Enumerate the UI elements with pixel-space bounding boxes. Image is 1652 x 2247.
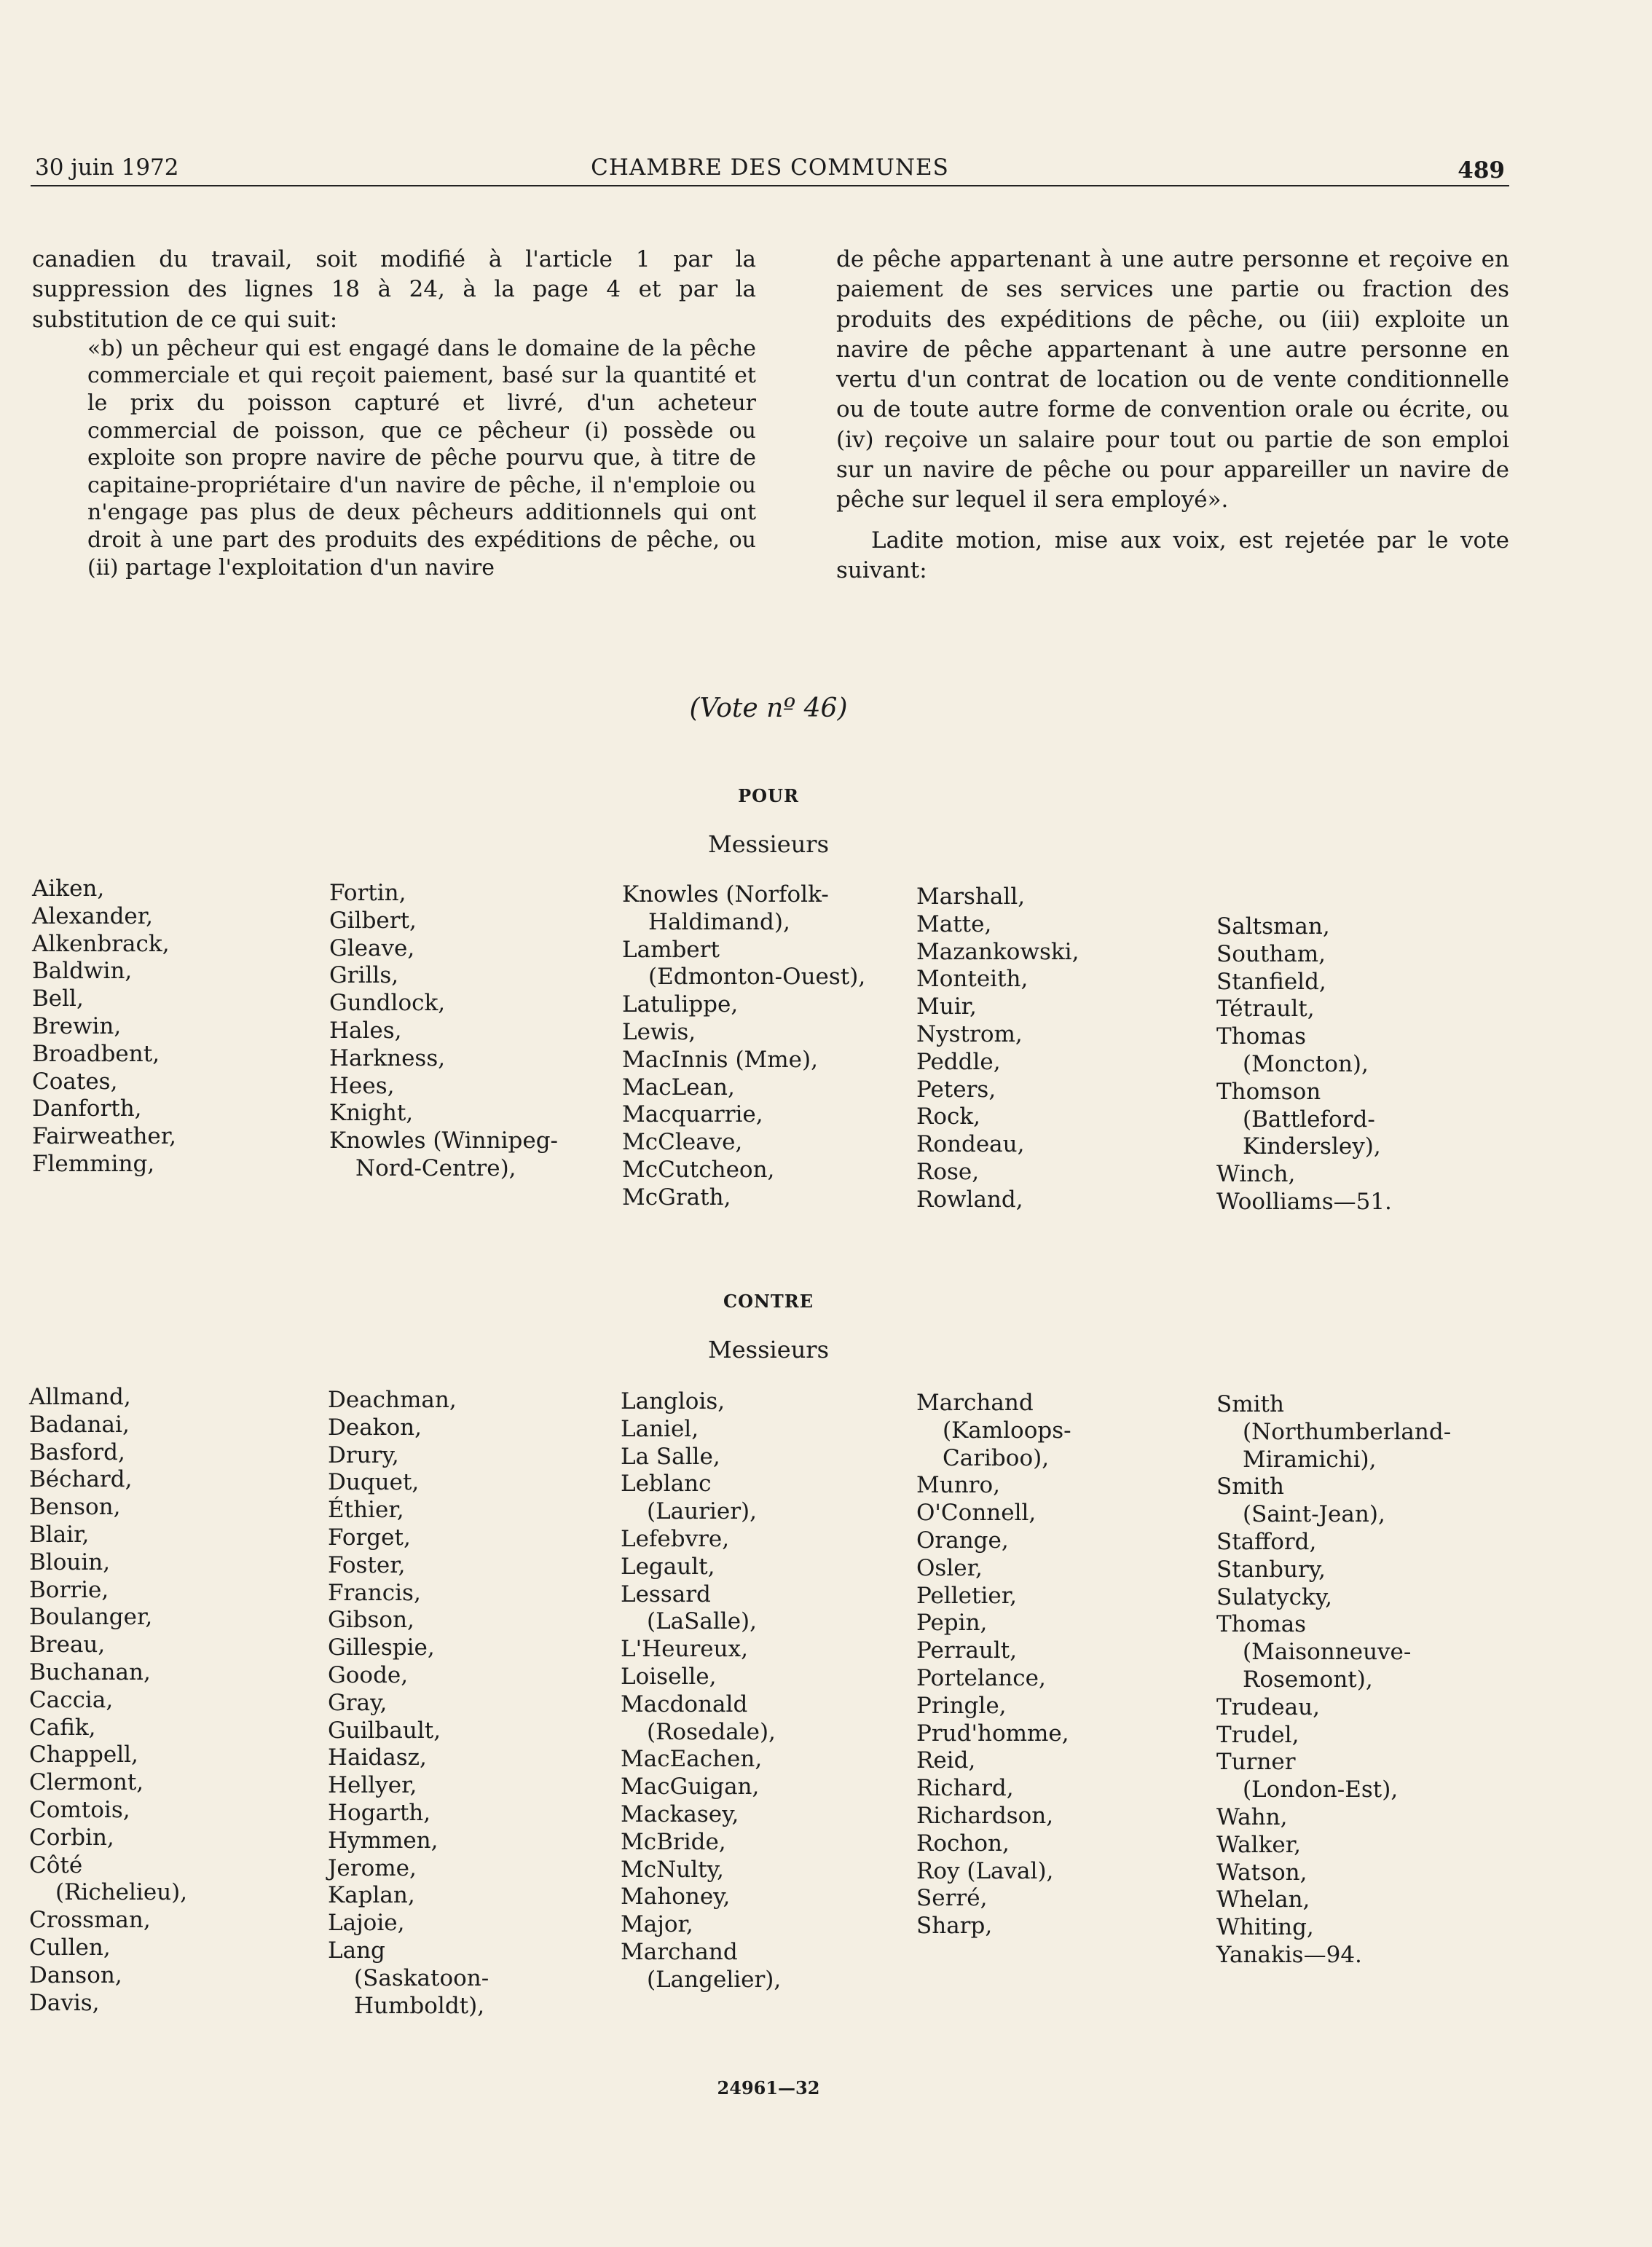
contre-member-name: Osler, <box>916 1554 983 1581</box>
contre-member-name: Hogarth, <box>328 1799 431 1826</box>
contre-member-name: Miramichi), <box>1243 1446 1377 1473</box>
contre-member-name: Jerome, <box>328 1854 417 1881</box>
contre-member-name: Mahoney, <box>621 1884 731 1910</box>
contre-member-name: Caccia, <box>29 1686 114 1713</box>
pour-member-name: Danforth, <box>32 1095 142 1122</box>
contre-member-name: Munro, <box>916 1472 1001 1499</box>
contre-subheading: Messieurs <box>707 1336 830 1363</box>
contre-member-name: Richard, <box>916 1775 1014 1802</box>
pour-member-name: Haldimand), <box>648 908 790 935</box>
pour-names-column-2 <box>329 880 558 1183</box>
pour-member-name: Fortin, <box>329 880 406 906</box>
contre-member-name: Rosemont), <box>1243 1666 1373 1693</box>
pour-member-name: Baldwin, <box>32 958 133 985</box>
contre-member-name: Whelan, <box>1216 1886 1310 1913</box>
pour-member-name: Broadbent, <box>32 1040 160 1067</box>
pour-member-name: Rowland, <box>916 1186 1023 1213</box>
pour-member-name: Muir, <box>916 993 977 1020</box>
left-text-column <box>32 245 756 581</box>
contre-member-name: Thomas <box>1216 1611 1307 1638</box>
contre-member-name: Rochon, <box>916 1830 1010 1857</box>
right-text-column <box>836 245 1509 586</box>
contre-member-name: Roy (Laval), <box>916 1857 1054 1884</box>
pour-member-name: Aiken, <box>32 875 105 902</box>
contre-member-name: Stafford, <box>1216 1528 1317 1555</box>
contre-member-name: Turner <box>1216 1749 1296 1776</box>
contre-member-name: Macdonald <box>621 1691 748 1717</box>
contre-member-name: MacGuigan, <box>621 1774 760 1801</box>
contre-member-name: Guilbault, <box>328 1717 441 1744</box>
pour-member-name: Peters, <box>916 1076 996 1103</box>
contre-member-name: (Northumberland- <box>1243 1418 1452 1445</box>
contre-member-name: Crossman, <box>29 1907 151 1934</box>
contre-member-name: Serré, <box>916 1885 988 1912</box>
pour-member-name: Matte, <box>916 910 992 937</box>
pour-names-column-3 <box>622 881 865 1212</box>
contre-member-name: Forget, <box>328 1524 411 1551</box>
contre-member-name: Danson, <box>29 1961 122 1988</box>
contre-member-name: Drury, <box>328 1441 399 1468</box>
contre-member-name: Pringle, <box>916 1692 1007 1719</box>
pour-member-name: MacLean, <box>622 1074 735 1101</box>
pour-member-name: Rose, <box>916 1158 980 1185</box>
pour-member-name: Hees, <box>329 1072 395 1099</box>
pour-member-name: Rock, <box>916 1103 981 1130</box>
contre-member-name: Reid, <box>916 1747 976 1774</box>
pour-member-name: McCutcheon, <box>622 1156 775 1183</box>
pour-member-name: Nord-Centre), <box>355 1154 516 1181</box>
contre-member-name: MacEachen, <box>621 1746 763 1773</box>
pour-member-name: Gundlock, <box>329 990 446 1017</box>
pour-member-name: Alexander, <box>32 902 154 929</box>
contre-member-name: Pepin, <box>916 1610 988 1637</box>
contre-member-name: Gibson, <box>328 1607 414 1634</box>
pour-member-name: MacInnis (Mme), <box>622 1046 818 1073</box>
contre-member-name: O'Connell, <box>916 1500 1037 1527</box>
contre-member-name: Cafik, <box>29 1714 96 1741</box>
contre-member-name: Boulanger, <box>29 1604 153 1631</box>
pour-member-name: Knowles (Winnipeg- <box>329 1128 559 1154</box>
pour-member-name: Kindersley), <box>1243 1133 1381 1160</box>
pour-member-name: (Moncton), <box>1243 1050 1369 1077</box>
contre-member-name: Perrault, <box>916 1637 1018 1664</box>
contre-member-name: McBride, <box>621 1828 726 1855</box>
pour-member-name: Fairweather, <box>32 1123 177 1150</box>
contre-member-name: Deachman, <box>328 1387 457 1413</box>
pour-member-name: Latulippe, <box>622 991 739 1018</box>
contre-member-name: Foster, <box>328 1551 406 1578</box>
contre-member-name: Gillespie, <box>328 1634 435 1661</box>
pour-member-name: Brewin, <box>32 1012 122 1039</box>
pour-member-name: Macquarrie, <box>622 1101 763 1128</box>
contre-member-name: Côté <box>29 1851 83 1878</box>
contre-member-name: Deakon, <box>328 1414 422 1441</box>
contre-member-name: Marchand <box>621 1938 738 1965</box>
pour-member-name: Mazankowski, <box>916 938 1079 965</box>
contre-member-name: Loiselle, <box>621 1663 717 1690</box>
contre-member-name: Goode, <box>328 1661 409 1688</box>
contre-member-name: Corbin, <box>29 1824 114 1851</box>
contre-member-name: Marchand <box>916 1390 1034 1416</box>
contre-member-name: Francis, <box>328 1579 421 1606</box>
contre-member-name: Trudeau, <box>1216 1693 1320 1720</box>
pour-member-name: Rondeau, <box>916 1131 1025 1158</box>
page-header <box>31 150 1509 186</box>
contre-member-name: Cullen, <box>29 1934 111 1961</box>
contre-member-name: Buchanan, <box>29 1658 151 1685</box>
pour-member-name: Flemming, <box>32 1150 155 1177</box>
pour-member-name: Alkenbrack, <box>32 930 170 957</box>
contre-names-column-2 <box>328 1387 489 2020</box>
pour-member-name: Saltsman, <box>1216 913 1330 940</box>
contre-member-name: Blair, <box>29 1521 90 1548</box>
pour-member-name: Lewis, <box>622 1018 696 1045</box>
pour-member-name: Knowles (Norfolk- <box>622 881 829 908</box>
contre-member-name: (Maisonneuve- <box>1243 1639 1412 1666</box>
contre-member-name: Walker, <box>1216 1831 1301 1858</box>
pour-member-name: McCleave, <box>622 1129 743 1156</box>
contre-member-name: Yanakis—94. <box>1216 1941 1362 1968</box>
contre-member-name: Badanai, <box>29 1411 130 1438</box>
contre-member-name: Whiting, <box>1216 1914 1314 1941</box>
pour-member-name: Southam, <box>1216 940 1326 967</box>
contre-member-name: Breau, <box>29 1632 106 1658</box>
amendment-intro: canadien du travail, soit modifié à l'article 1 par la suppression des lignes 18 à 24, à la page 4 et par la substitution de ce qui suit: <box>32 246 756 333</box>
pour-member-name: Coates, <box>32 1068 118 1095</box>
contre-member-name: Smith <box>1216 1473 1284 1500</box>
contre-member-name: Hellyer, <box>328 1772 417 1799</box>
pour-subheading: Messieurs <box>707 830 830 858</box>
contre-member-name: Major, <box>621 1911 693 1938</box>
contre-member-name: Basford, <box>29 1439 125 1465</box>
contre-member-name: Mackasey, <box>621 1801 739 1827</box>
contre-member-name: Smith <box>1216 1391 1284 1417</box>
page-footer-code: 24961—32 <box>717 2077 820 2098</box>
contre-member-name: Éthier, <box>328 1497 404 1524</box>
pour-names-column-5 <box>1216 913 1392 1216</box>
contre-member-name: Haidasz, <box>328 1744 427 1771</box>
pour-member-name: Nystrom, <box>916 1020 1023 1047</box>
pour-names-column-4 <box>916 884 1079 1214</box>
contre-member-name: Humboldt), <box>354 1992 485 2019</box>
amendment-quote: «b) un pêcheur qui est engagé dans le domaine de la pêche commerciale et qui reçoit paiement, basé sur la quantité et le prix du poisson capturé et livré, d'un acheteur commercial de poisson, que ce pêcheur (i) possède ou exploite son propre navire de pêche pourvu que, à titre de capitaine-propriétaire d'un navire de pêche, il n'emploie ou n'engage pas plus de deux pêcheurs additionnels qui ont droit à une part des produits des expéditions de pêche, ou (ii) partage l'exploitation d'un navire <box>87 335 756 581</box>
pour-member-name: Grills, <box>329 962 399 989</box>
contre-member-name: Davis, <box>29 1989 100 2016</box>
pour-member-name: (Edmonton-Ouest), <box>648 964 866 991</box>
contre-member-name: Pelletier, <box>916 1582 1017 1609</box>
contre-names-column-5 <box>1216 1391 1451 1969</box>
contre-member-name: Chappell, <box>29 1742 138 1768</box>
contre-member-name: Orange, <box>916 1527 1009 1554</box>
contre-member-name: Kaplan, <box>328 1882 415 1909</box>
contre-names-column-4 <box>916 1390 1071 1940</box>
contre-member-name: Duquet, <box>328 1469 420 1496</box>
contre-member-name: Langlois, <box>621 1388 725 1414</box>
contre-member-name: Lajoie, <box>328 1910 405 1937</box>
pour-member-name: Bell, <box>32 985 84 1012</box>
header-date: 30 juin 1972 <box>35 154 179 181</box>
contre-member-name: Leblanc <box>621 1471 712 1498</box>
pour-member-name: (Battleford- <box>1243 1106 1375 1133</box>
contre-member-name: Wahn, <box>1216 1803 1288 1830</box>
contre-member-name: Prud'homme, <box>916 1720 1069 1747</box>
contre-names-column-3 <box>621 1388 781 1994</box>
contre-member-name: Watson, <box>1216 1859 1307 1886</box>
contre-member-name: Stanbury, <box>1216 1556 1326 1583</box>
pour-member-name: Gleave, <box>329 934 415 961</box>
contre-member-name: Lefebvre, <box>621 1525 730 1552</box>
pour-member-name: Thomas <box>1216 1023 1307 1050</box>
contre-member-name: (Richelieu), <box>55 1879 188 1906</box>
contre-member-name: (Kamloops- <box>943 1417 1071 1444</box>
contre-member-name: La Salle, <box>621 1443 720 1470</box>
contre-member-name: (LaSalle), <box>647 1608 758 1635</box>
contre-member-name: Comtois, <box>29 1796 130 1823</box>
contre-member-name: Benson, <box>29 1494 121 1521</box>
contre-member-name: (Laurier), <box>647 1498 757 1525</box>
contre-names-column-1 <box>29 1384 187 2017</box>
contre-member-name: Béchard, <box>29 1466 133 1493</box>
contre-member-name: Gray, <box>328 1689 388 1716</box>
pour-member-name: Woolliams—51. <box>1216 1188 1392 1215</box>
contre-member-name: Blouin, <box>29 1548 111 1575</box>
pour-member-name: Monteith, <box>916 966 1028 993</box>
pour-member-name: Gilbert, <box>329 907 417 934</box>
contre-member-name: Laniel, <box>621 1415 699 1442</box>
contre-member-name: Sulatycky, <box>1216 1583 1332 1610</box>
contre-member-name: (Rosedale), <box>647 1718 776 1745</box>
contre-member-name: Borrie, <box>29 1576 109 1603</box>
contre-member-name: L'Heureux, <box>621 1636 748 1663</box>
pour-names-column-1 <box>32 875 176 1178</box>
page-number: 489 <box>1458 157 1505 184</box>
contre-member-name: Sharp, <box>916 1913 993 1940</box>
pour-member-name: Marshall, <box>916 884 1026 910</box>
pour-member-name: Lambert <box>622 936 720 963</box>
header-title: CHAMBRE DES COMMUNES <box>591 154 949 181</box>
contre-member-name: Legault, <box>621 1553 715 1580</box>
pour-member-name: Stanfield, <box>1216 968 1326 995</box>
pour-member-name: Thomson <box>1216 1078 1321 1105</box>
pour-member-name: Tétrault, <box>1216 996 1315 1023</box>
pour-member-name: Winch, <box>1216 1161 1296 1188</box>
contre-member-name: Richardson, <box>916 1802 1054 1829</box>
pour-member-name: Hales, <box>329 1017 402 1044</box>
motion-result: Ladite motion, mise aux voix, est rejetée par le vote suivant: <box>836 527 1509 583</box>
contre-member-name: Clermont, <box>29 1769 144 1796</box>
amendment-continuation: de pêche appartenant à une autre personne et reçoive en paiement de ses services une partie ou fraction des produits des expéditions de pêche, ou (iii) exploite un navire de pêche appartenant à une autre personne en vertu d'un contrat de location ou de vente conditionnelle ou de toute autre forme de convention orale ou écrite, ou (iv) reçoive un salaire pour tout ou partie de son emploi sur un navire de pêche ou pour appareiller un navire de pêche sur lequel il sera employé». <box>836 246 1509 513</box>
contre-member-name: Lang <box>328 1937 385 1964</box>
pour-heading: POUR <box>738 785 799 806</box>
contre-heading: CONTRE <box>723 1291 814 1312</box>
contre-member-name: Cariboo), <box>943 1444 1050 1471</box>
contre-member-name: Hymmen, <box>328 1827 438 1854</box>
contre-member-name: Trudel, <box>1216 1721 1299 1748</box>
contre-member-name: (Saint-Jean), <box>1243 1501 1385 1528</box>
pour-member-name: Knight, <box>329 1100 414 1127</box>
pour-member-name: Peddle, <box>916 1048 1001 1075</box>
contre-member-name: (Langelier), <box>647 1966 782 1993</box>
contre-member-name: Portelance, <box>916 1664 1046 1691</box>
pour-member-name: Harkness, <box>329 1044 446 1071</box>
pour-member-name: McGrath, <box>622 1184 731 1211</box>
contre-member-name: (Saskatoon- <box>354 1964 489 1991</box>
contre-member-name: Lessard <box>621 1581 711 1607</box>
contre-member-name: (London-Est), <box>1243 1776 1399 1803</box>
vote-title: (Vote nº 46) <box>689 693 848 723</box>
contre-member-name: McNulty, <box>621 1856 724 1883</box>
contre-member-name: Allmand, <box>29 1384 131 1410</box>
